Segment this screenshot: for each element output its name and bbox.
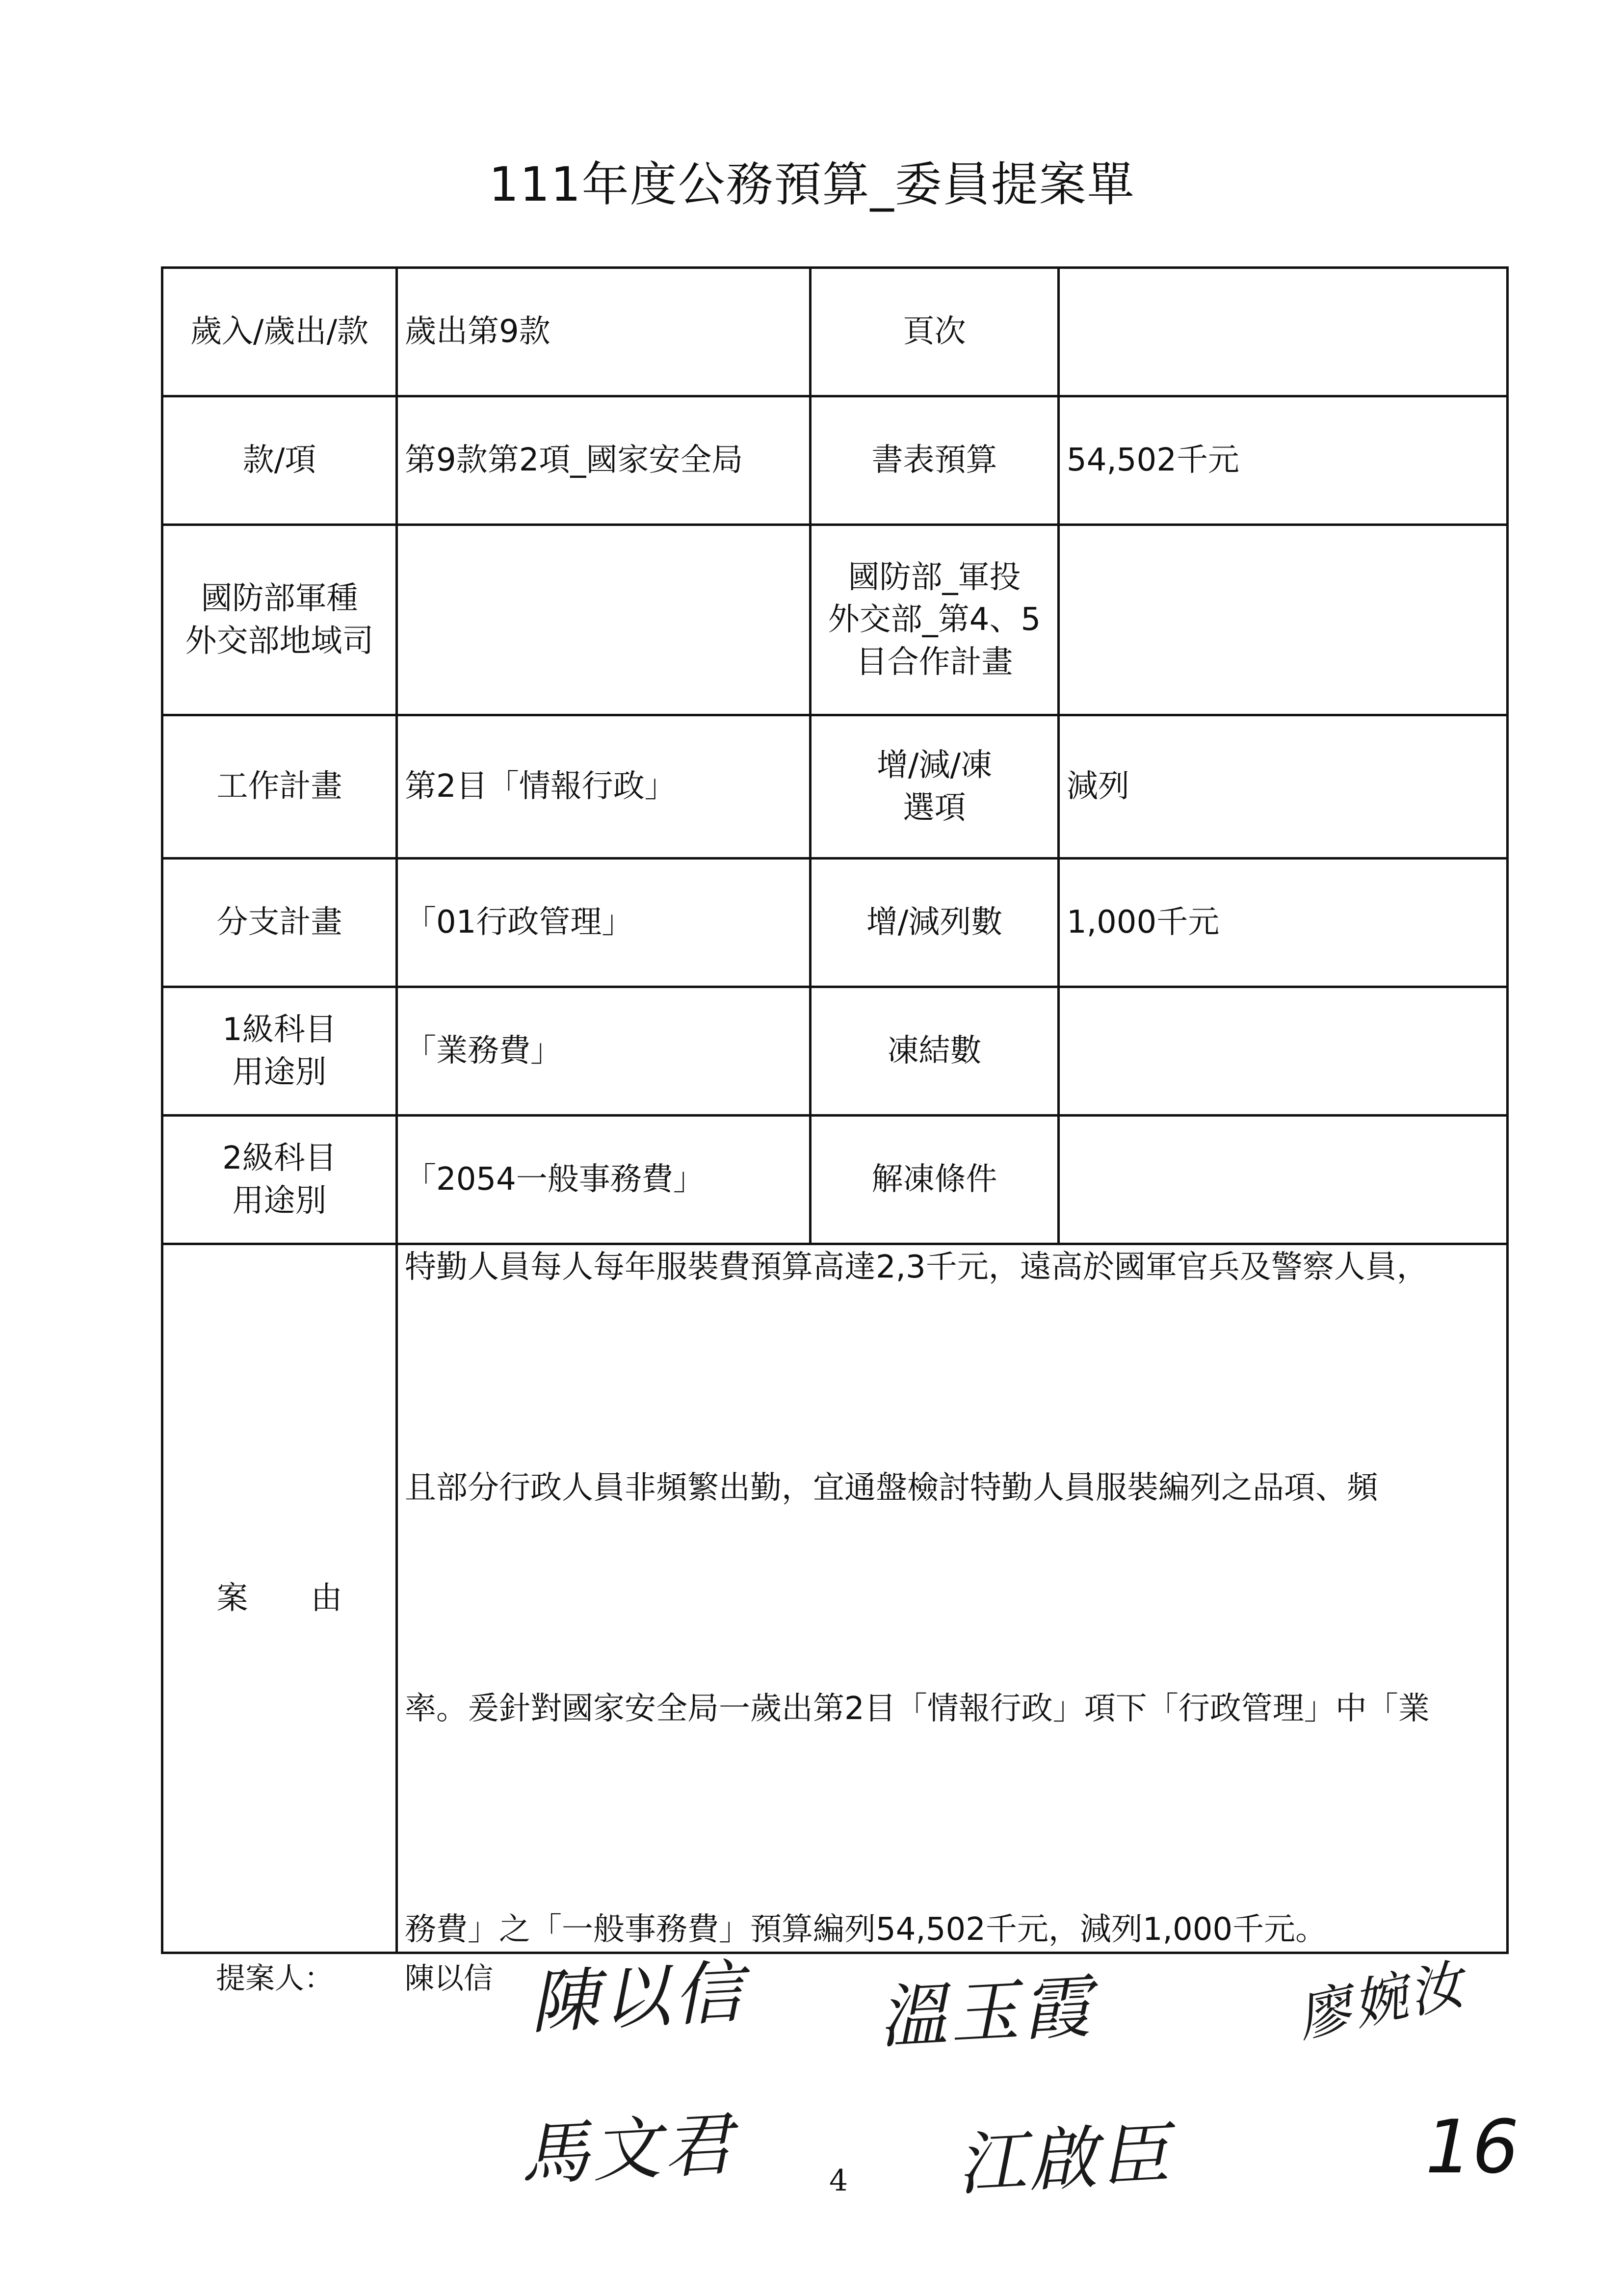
field-label: 1級科目 用途別 bbox=[162, 987, 397, 1116]
field-label: 分支計畫 bbox=[162, 859, 397, 987]
field-label: 工作計畫 bbox=[162, 715, 397, 859]
field-label-2: 增/減/凍 選項 bbox=[811, 715, 1059, 859]
field-label-2: 凍結數 bbox=[811, 987, 1059, 1116]
field-value: 「2054一般事務費」 bbox=[397, 1116, 811, 1244]
field-value: 第9款第2項_國家安全局 bbox=[397, 396, 811, 525]
field-label: 款/項 bbox=[162, 396, 397, 525]
field-label-2: 書表預算 bbox=[811, 396, 1059, 525]
form-row bbox=[162, 715, 1508, 859]
field-label: 2級科目 用途別 bbox=[162, 1116, 397, 1244]
reason-label: 案 由 bbox=[162, 1244, 397, 1953]
handwritten-number: 16 bbox=[1425, 2105, 1519, 2190]
form-row bbox=[162, 396, 1508, 525]
form-row bbox=[162, 525, 1508, 715]
field-value-2 bbox=[1059, 1116, 1508, 1244]
field-label: 國防部軍種 外交部地域司 bbox=[162, 525, 397, 715]
proposer-label: 提案人： bbox=[216, 1961, 334, 1996]
proposer-name: 陳以信 bbox=[405, 1961, 493, 1996]
field-label: 歲入/歲出/款 bbox=[162, 268, 397, 396]
reason-line-2: 且部分行政人員非頻繁出勤，宜通盤檢討特勤人員服裝編列之品項、頻 bbox=[405, 1470, 1378, 1506]
field-value-2: 54,502千元 bbox=[1059, 396, 1508, 525]
field-value: 「01行政管理」 bbox=[397, 859, 811, 987]
signature-5: 江啟臣 bbox=[955, 2114, 1174, 2206]
field-value-2 bbox=[1059, 987, 1508, 1116]
field-value: 第2目「情報行政」 bbox=[397, 715, 811, 859]
page-number: 4 bbox=[829, 2164, 848, 2198]
field-label-2: 頁次 bbox=[811, 268, 1059, 396]
field-label-2: 國防部_軍投 外交部_第4、5 目合作計畫 bbox=[811, 525, 1059, 715]
reason-row bbox=[162, 1244, 1508, 1953]
signature-2: 溫玉霞 bbox=[876, 1967, 1096, 2059]
field-value-2 bbox=[1059, 525, 1508, 715]
field-value: 「業務費」 bbox=[397, 987, 811, 1116]
field-value-2 bbox=[1059, 268, 1508, 396]
form-row bbox=[162, 1116, 1508, 1244]
reason-line-3: 率。爰針對國家安全局一歲出第2目「情報行政」項下「行政管理」中「業 bbox=[405, 1691, 1430, 1727]
form-row bbox=[162, 987, 1508, 1116]
field-label-2: 解凍條件 bbox=[811, 1116, 1059, 1244]
signature-1: 陳以信 bbox=[528, 1952, 747, 2044]
field-value-2: 減列 bbox=[1059, 715, 1508, 859]
reason-text bbox=[397, 1244, 1508, 1953]
field-value-2: 1,000千元 bbox=[1059, 859, 1508, 987]
field-value bbox=[397, 525, 811, 715]
reason-line-4: 務費」之「一般事務費」預算編列54,502千元，減列1,000千元。 bbox=[405, 1911, 1327, 1948]
field-label-2: 增/減列數 bbox=[811, 859, 1059, 987]
reason-line-1: 特勤人員每人每年服裝費預算高達2,3千元，遠高於國軍官兵及警察人員， bbox=[405, 1249, 1428, 1285]
form-row bbox=[162, 268, 1508, 396]
page-title: 111年度公務預算_委員提案單 bbox=[489, 157, 1135, 212]
proposal-form-table bbox=[161, 266, 1509, 1954]
signature-3: 廖婉汝 bbox=[1291, 1952, 1472, 2049]
signature-4: 馬文君 bbox=[518, 2104, 737, 2196]
field-value: 歲出第9款 bbox=[397, 268, 811, 396]
form-row bbox=[162, 859, 1508, 987]
